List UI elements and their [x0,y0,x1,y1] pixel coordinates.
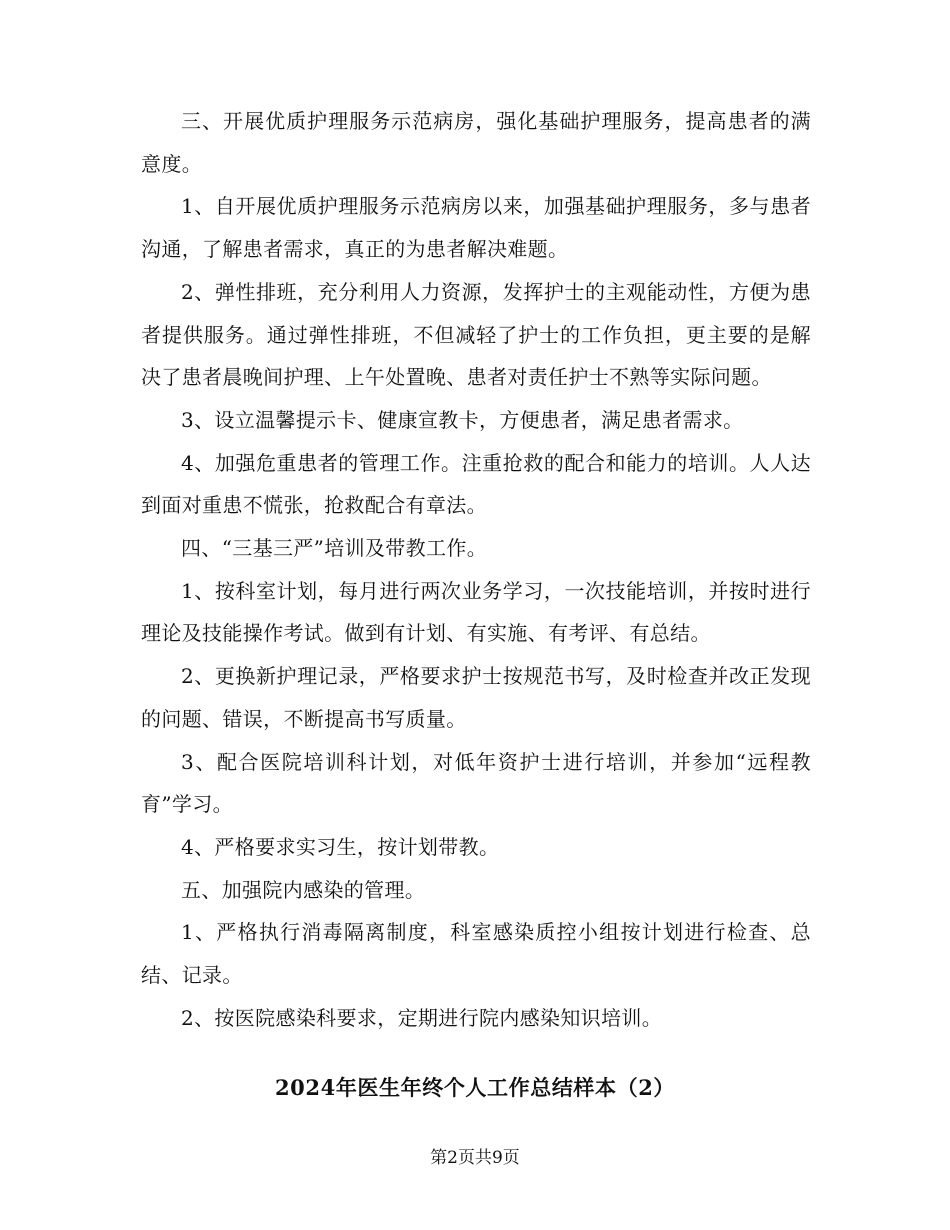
page-footer: 第2页共9页 [430,1148,520,1168]
paragraph-7: 1、按科室计划，每月进行两次业务学习，一次技能培训，并按时进行理论及技能操作考试。做到有计划、有实施、有考评、有总结。 [141,578,811,646]
paragraph-2: 1、自开展优质护理服务示范病房以来，加强基础护理服务，多与患者沟通，了解患者需求，真正的为患者解决难题。 [141,194,811,262]
body-text [141,100,811,1039]
paragraph-5: 4、加强危重患者的管理工作。注重抢救的配合和能力的培训。人人达到面对重患不慌张，抢救配合有章法。 [141,450,811,518]
paragraph-6: 四、“三基三严”培训及带教工作。 [181,536,488,561]
paragraph-9: 3、配合医院培训科计划，对低年资护士进行培训，并参加“远程教育”学习。 [141,749,811,817]
section-title: 2024年医生年终个人工作总结样本（2） [274,1075,676,1100]
paragraph-3: 2、弹性排班，充分利用人力资源，发挥护士的主观能动性，方便为患者提供服务。通过弹性排班，不但减轻了护士的工作负担，更主要的是解决了患者晨晚间护理、上午处置晚、患者对责任护士不熟等实际问题。 [141,279,811,390]
paragraph-11: 五、加强院内感染的管理。 [181,877,426,902]
paragraph-8: 2、更换新护理记录，严格要求护士按规范书写，及时检查并改正发现的问题、错误，不断提高书写质量。 [141,664,811,731]
paragraph-13: 2、按医院感染科要求，定期进行院内感染知识培训。 [181,1005,663,1030]
paragraph-1: 三、开展优质护理服务示范病房，强化基础护理服务，提高患者的满意度。 [141,109,811,176]
paragraph-10: 4、严格要求实习生，按计划带教。 [181,834,500,859]
paragraph-4: 3、设立温馨提示卡、健康宣教卡，方便患者，满足患者需求。 [181,407,744,432]
paragraph-12: 1、严格执行消毒隔离制度，科室感染质控小组按计划进行检查、总结、记录。 [141,920,811,988]
